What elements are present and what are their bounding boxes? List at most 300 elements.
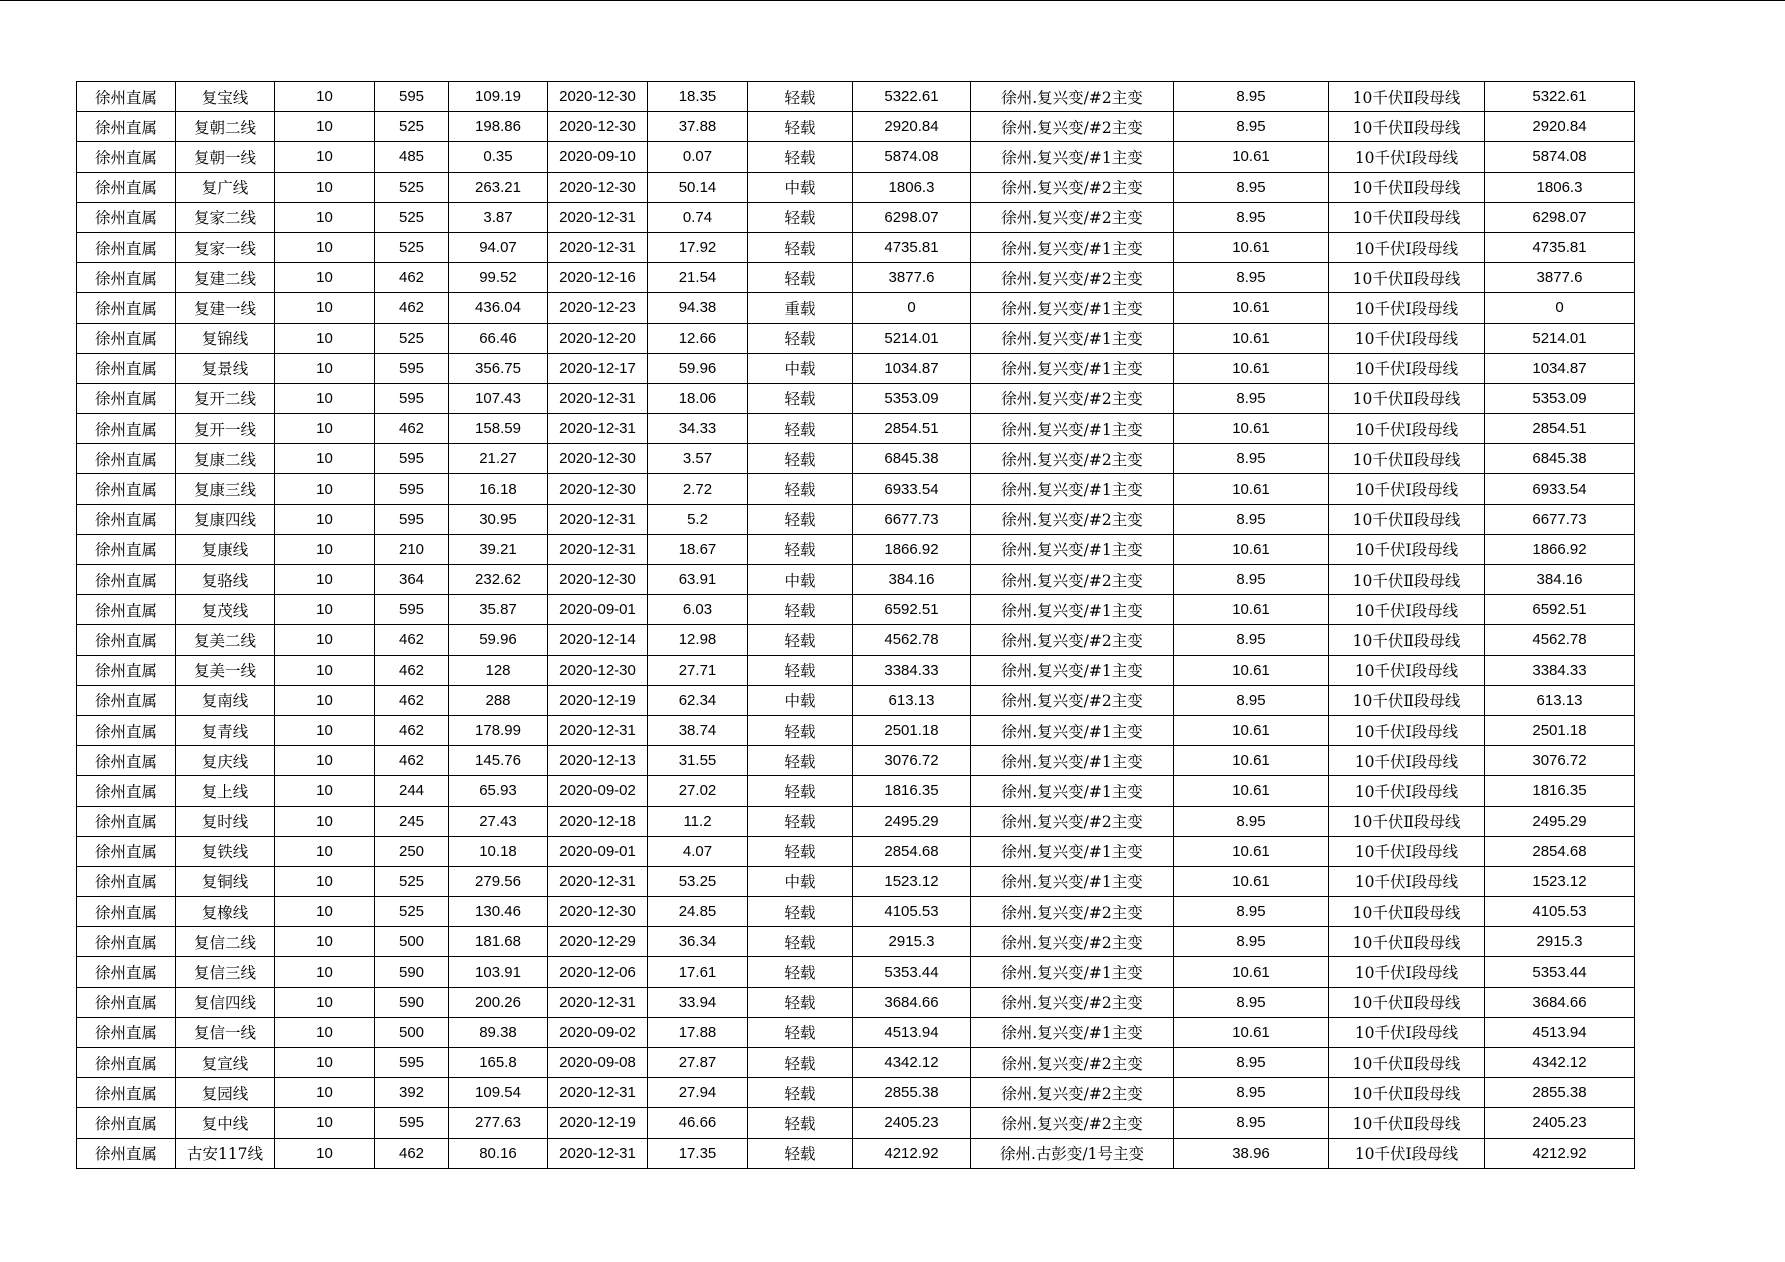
cell-voltage: 10 (275, 866, 375, 896)
cell-busbar: 10千伏Ⅱ段母线 (1329, 897, 1485, 927)
cell-voltage: 10 (275, 836, 375, 866)
cell-load-rate: 62.34 (648, 685, 748, 715)
cell-rated-current: 525 (375, 232, 449, 262)
cell-substation-transformer: 徐州.复兴变/#1主变 (971, 957, 1174, 987)
cell-date: 2020-12-14 (548, 625, 648, 655)
cell-max-current: 356.75 (449, 353, 548, 383)
cell-unit: 徐州直属 (77, 685, 176, 715)
cell-substation-transformer: 徐州.复兴变/#2主变 (971, 987, 1174, 1017)
table-row (77, 625, 1635, 655)
cell-max-current: 66.46 (449, 323, 548, 353)
cell-substation-transformer: 徐州.复兴变/#1主变 (971, 866, 1174, 896)
cell-substation-transformer: 徐州.复兴变/#1主变 (971, 353, 1174, 383)
table-row (77, 595, 1635, 625)
cell-unit: 徐州直属 (77, 172, 176, 202)
cell-line-name: 复朝二线 (176, 112, 275, 142)
cell-voltage: 10 (275, 685, 375, 715)
cell-transformer-load-rate: 10.61 (1174, 1017, 1329, 1047)
table-row (77, 565, 1635, 595)
cell-line-name: 复信四线 (176, 987, 275, 1017)
cell-unit: 徐州直属 (77, 142, 176, 172)
cell-max-current: 35.87 (449, 595, 548, 625)
cell-margin: 2405.23 (853, 1108, 971, 1138)
cell-margin: 1816.35 (853, 776, 971, 806)
cell-transformer-load-rate: 10.61 (1174, 232, 1329, 262)
cell-transformer-load-rate: 8.95 (1174, 172, 1329, 202)
cell-available-capacity: 6845.38 (1485, 444, 1635, 474)
cell-rated-current: 462 (375, 414, 449, 444)
cell-rated-current: 462 (375, 685, 449, 715)
cell-rated-current: 462 (375, 625, 449, 655)
cell-transformer-load-rate: 10.61 (1174, 836, 1329, 866)
cell-margin: 2915.3 (853, 927, 971, 957)
cell-load-status: 轻载 (748, 595, 853, 625)
cell-load-status: 轻载 (748, 323, 853, 353)
cell-voltage: 10 (275, 655, 375, 685)
cell-available-capacity: 2855.38 (1485, 1078, 1635, 1108)
cell-load-status: 轻载 (748, 1048, 853, 1078)
cell-margin: 2501.18 (853, 715, 971, 745)
cell-load-status: 轻载 (748, 625, 853, 655)
cell-rated-current: 595 (375, 82, 449, 112)
cell-margin: 5322.61 (853, 82, 971, 112)
cell-rated-current: 462 (375, 263, 449, 293)
cell-max-current: 109.19 (449, 82, 548, 112)
cell-voltage: 10 (275, 746, 375, 776)
cell-rated-current: 595 (375, 474, 449, 504)
cell-load-rate: 50.14 (648, 172, 748, 202)
cell-line-name: 复景线 (176, 353, 275, 383)
cell-date: 2020-12-30 (548, 897, 648, 927)
cell-voltage: 10 (275, 897, 375, 927)
cell-unit: 徐州直属 (77, 504, 176, 534)
cell-substation-transformer: 徐州.复兴变/#1主变 (971, 232, 1174, 262)
cell-rated-current: 462 (375, 293, 449, 323)
cell-load-rate: 27.71 (648, 655, 748, 685)
cell-busbar: 10千伏Ⅱ段母线 (1329, 82, 1485, 112)
cell-available-capacity: 6677.73 (1485, 504, 1635, 534)
cell-unit: 徐州直属 (77, 82, 176, 112)
cell-transformer-load-rate: 10.61 (1174, 293, 1329, 323)
cell-margin: 1866.92 (853, 534, 971, 564)
cell-voltage: 10 (275, 1138, 375, 1168)
cell-busbar: 10千伏Ⅱ段母线 (1329, 172, 1485, 202)
cell-load-status: 轻载 (748, 504, 853, 534)
cell-load-rate: 12.66 (648, 323, 748, 353)
cell-line-name: 复时线 (176, 806, 275, 836)
cell-load-status: 轻载 (748, 263, 853, 293)
cell-available-capacity: 4513.94 (1485, 1017, 1635, 1047)
cell-date: 2020-09-01 (548, 836, 648, 866)
cell-available-capacity: 4105.53 (1485, 897, 1635, 927)
cell-date: 2020-12-06 (548, 957, 648, 987)
cell-load-rate: 3.57 (648, 444, 748, 474)
cell-date: 2020-12-31 (548, 383, 648, 413)
cell-available-capacity: 6592.51 (1485, 595, 1635, 625)
cell-unit: 徐州直属 (77, 112, 176, 142)
cell-available-capacity: 1806.3 (1485, 172, 1635, 202)
cell-rated-current: 250 (375, 836, 449, 866)
cell-voltage: 10 (275, 776, 375, 806)
cell-margin: 4212.92 (853, 1138, 971, 1168)
cell-margin: 613.13 (853, 685, 971, 715)
cell-busbar: 10千伏Ⅱ段母线 (1329, 1108, 1485, 1138)
cell-unit: 徐州直属 (77, 1048, 176, 1078)
cell-unit: 徐州直属 (77, 1017, 176, 1047)
cell-transformer-load-rate: 8.95 (1174, 685, 1329, 715)
cell-load-status: 轻载 (748, 957, 853, 987)
cell-substation-transformer: 徐州.复兴变/#1主变 (971, 776, 1174, 806)
cell-date: 2020-12-31 (548, 414, 648, 444)
cell-load-status: 中载 (748, 353, 853, 383)
table-row (77, 232, 1635, 262)
cell-voltage: 10 (275, 1017, 375, 1047)
cell-line-name: 复建一线 (176, 293, 275, 323)
cell-available-capacity: 5214.01 (1485, 323, 1635, 353)
cell-margin: 6845.38 (853, 444, 971, 474)
cell-substation-transformer: 徐州.复兴变/#2主变 (971, 1108, 1174, 1138)
cell-max-current: 80.16 (449, 1138, 548, 1168)
cell-load-rate: 46.66 (648, 1108, 748, 1138)
cell-load-rate: 27.94 (648, 1078, 748, 1108)
cell-date: 2020-12-13 (548, 746, 648, 776)
cell-margin: 1806.3 (853, 172, 971, 202)
table-row (77, 897, 1635, 927)
cell-margin: 2920.84 (853, 112, 971, 142)
cell-unit: 徐州直属 (77, 987, 176, 1017)
cell-busbar: 10千伏Ⅰ段母线 (1329, 414, 1485, 444)
cell-transformer-load-rate: 8.95 (1174, 263, 1329, 293)
cell-rated-current: 485 (375, 142, 449, 172)
cell-load-rate: 59.96 (648, 353, 748, 383)
cell-margin: 4105.53 (853, 897, 971, 927)
cell-max-current: 288 (449, 685, 548, 715)
cell-margin: 3384.33 (853, 655, 971, 685)
cell-voltage: 10 (275, 293, 375, 323)
cell-transformer-load-rate: 10.61 (1174, 534, 1329, 564)
cell-available-capacity: 5874.08 (1485, 142, 1635, 172)
table-row (77, 172, 1635, 202)
cell-available-capacity: 384.16 (1485, 565, 1635, 595)
cell-margin: 4562.78 (853, 625, 971, 655)
cell-max-current: 232.62 (449, 565, 548, 595)
cell-max-current: 0.35 (449, 142, 548, 172)
cell-unit: 徐州直属 (77, 353, 176, 383)
cell-max-current: 94.07 (449, 232, 548, 262)
cell-unit: 徐州直属 (77, 534, 176, 564)
cell-available-capacity: 0 (1485, 293, 1635, 323)
cell-margin: 3877.6 (853, 263, 971, 293)
cell-substation-transformer: 徐州.复兴变/#1主变 (971, 655, 1174, 685)
cell-date: 2020-12-31 (548, 534, 648, 564)
cell-rated-current: 364 (375, 565, 449, 595)
cell-substation-transformer: 徐州.复兴变/#1主变 (971, 142, 1174, 172)
cell-max-current: 39.21 (449, 534, 548, 564)
cell-substation-transformer: 徐州.复兴变/#1主变 (971, 746, 1174, 776)
cell-busbar: 10千伏Ⅰ段母线 (1329, 655, 1485, 685)
cell-margin: 4342.12 (853, 1048, 971, 1078)
cell-date: 2020-12-31 (548, 232, 648, 262)
cell-available-capacity: 4212.92 (1485, 1138, 1635, 1168)
cell-load-rate: 6.03 (648, 595, 748, 625)
cell-transformer-load-rate: 10.61 (1174, 353, 1329, 383)
cell-unit: 徐州直属 (77, 836, 176, 866)
cell-voltage: 10 (275, 172, 375, 202)
cell-line-name: 复骆线 (176, 565, 275, 595)
cell-load-rate: 0.07 (648, 142, 748, 172)
cell-rated-current: 462 (375, 1138, 449, 1168)
cell-substation-transformer: 徐州.复兴变/#2主变 (971, 806, 1174, 836)
cell-available-capacity: 2501.18 (1485, 715, 1635, 745)
cell-voltage: 10 (275, 414, 375, 444)
cell-busbar: 10千伏Ⅰ段母线 (1329, 866, 1485, 896)
cell-date: 2020-12-23 (548, 293, 648, 323)
cell-substation-transformer: 徐州.复兴变/#1主变 (971, 1017, 1174, 1047)
cell-date: 2020-09-02 (548, 776, 648, 806)
cell-busbar: 10千伏Ⅰ段母线 (1329, 746, 1485, 776)
cell-transformer-load-rate: 8.95 (1174, 82, 1329, 112)
cell-margin: 3076.72 (853, 746, 971, 776)
cell-line-name: 复信一线 (176, 1017, 275, 1047)
cell-load-status: 轻载 (748, 776, 853, 806)
cell-available-capacity: 4342.12 (1485, 1048, 1635, 1078)
cell-load-rate: 17.92 (648, 232, 748, 262)
cell-transformer-load-rate: 10.61 (1174, 746, 1329, 776)
cell-date: 2020-12-30 (548, 112, 648, 142)
cell-max-current: 10.18 (449, 836, 548, 866)
cell-load-status: 轻载 (748, 1108, 853, 1138)
cell-line-name: 复园线 (176, 1078, 275, 1108)
cell-max-current: 277.63 (449, 1108, 548, 1138)
cell-substation-transformer: 徐州.复兴变/#2主变 (971, 202, 1174, 232)
cell-load-rate: 34.33 (648, 414, 748, 444)
cell-busbar: 10千伏Ⅱ段母线 (1329, 806, 1485, 836)
cell-unit: 徐州直属 (77, 1078, 176, 1108)
table-row (77, 1048, 1635, 1078)
cell-load-status: 轻载 (748, 202, 853, 232)
cell-date: 2020-12-31 (548, 866, 648, 896)
cell-rated-current: 595 (375, 1108, 449, 1138)
cell-available-capacity: 2854.51 (1485, 414, 1635, 444)
table-row (77, 1138, 1635, 1168)
cell-margin: 5214.01 (853, 323, 971, 353)
cell-line-name: 复茂线 (176, 595, 275, 625)
cell-transformer-load-rate: 8.95 (1174, 927, 1329, 957)
cell-margin: 6298.07 (853, 202, 971, 232)
cell-line-name: 复上线 (176, 776, 275, 806)
cell-transformer-load-rate: 10.61 (1174, 957, 1329, 987)
cell-line-name: 复建二线 (176, 263, 275, 293)
cell-busbar: 10千伏Ⅱ段母线 (1329, 1078, 1485, 1108)
cell-busbar: 10千伏Ⅰ段母线 (1329, 474, 1485, 504)
cell-margin: 2495.29 (853, 806, 971, 836)
cell-max-current: 109.54 (449, 1078, 548, 1108)
cell-load-status: 轻载 (748, 534, 853, 564)
cell-voltage: 10 (275, 444, 375, 474)
cell-voltage: 10 (275, 112, 375, 142)
cell-substation-transformer: 徐州.复兴变/#1主变 (971, 836, 1174, 866)
cell-voltage: 10 (275, 142, 375, 172)
cell-date: 2020-12-30 (548, 172, 648, 202)
cell-load-status: 轻载 (748, 112, 853, 142)
cell-line-name: 复铜线 (176, 866, 275, 896)
cell-load-rate: 63.91 (648, 565, 748, 595)
table-row (77, 82, 1635, 112)
cell-rated-current: 595 (375, 383, 449, 413)
cell-margin: 5353.44 (853, 957, 971, 987)
cell-load-rate: 5.2 (648, 504, 748, 534)
cell-load-status: 中载 (748, 172, 853, 202)
cell-transformer-load-rate: 8.95 (1174, 1048, 1329, 1078)
cell-max-current: 27.43 (449, 806, 548, 836)
cell-substation-transformer: 徐州.复兴变/#2主变 (971, 383, 1174, 413)
cell-transformer-load-rate: 38.96 (1174, 1138, 1329, 1168)
cell-available-capacity: 3877.6 (1485, 263, 1635, 293)
cell-busbar: 10千伏Ⅰ段母线 (1329, 323, 1485, 353)
cell-load-status: 轻载 (748, 1017, 853, 1047)
cell-transformer-load-rate: 10.61 (1174, 142, 1329, 172)
cell-available-capacity: 1523.12 (1485, 866, 1635, 896)
table-row (77, 957, 1635, 987)
cell-line-name: 复康线 (176, 534, 275, 564)
cell-busbar: 10千伏Ⅱ段母线 (1329, 202, 1485, 232)
cell-margin: 2854.51 (853, 414, 971, 444)
cell-date: 2020-12-31 (548, 987, 648, 1017)
cell-substation-transformer: 徐州.复兴变/#1主变 (971, 414, 1174, 444)
cell-voltage: 10 (275, 263, 375, 293)
cell-available-capacity: 5353.44 (1485, 957, 1635, 987)
cell-max-current: 165.8 (449, 1048, 548, 1078)
cell-available-capacity: 6298.07 (1485, 202, 1635, 232)
cell-load-rate: 12.98 (648, 625, 748, 655)
table-row (77, 927, 1635, 957)
cell-unit: 徐州直属 (77, 1108, 176, 1138)
cell-transformer-load-rate: 8.95 (1174, 1108, 1329, 1138)
cell-max-current: 145.76 (449, 746, 548, 776)
cell-available-capacity: 613.13 (1485, 685, 1635, 715)
cell-date: 2020-12-29 (548, 927, 648, 957)
cell-transformer-load-rate: 10.61 (1174, 323, 1329, 353)
cell-substation-transformer: 徐州.复兴变/#2主变 (971, 82, 1174, 112)
cell-unit: 徐州直属 (77, 263, 176, 293)
cell-available-capacity: 2854.68 (1485, 836, 1635, 866)
cell-max-current: 130.46 (449, 897, 548, 927)
cell-line-name: 复康二线 (176, 444, 275, 474)
table-row (77, 504, 1635, 534)
cell-substation-transformer: 徐州.复兴变/#2主变 (971, 263, 1174, 293)
cell-max-current: 3.87 (449, 202, 548, 232)
cell-line-name: 复家一线 (176, 232, 275, 262)
cell-max-current: 30.95 (449, 504, 548, 534)
cell-substation-transformer: 徐州.复兴变/#2主变 (971, 625, 1174, 655)
cell-unit: 徐州直属 (77, 444, 176, 474)
cell-load-rate: 18.35 (648, 82, 748, 112)
cell-busbar: 10千伏Ⅰ段母线 (1329, 1017, 1485, 1047)
cell-transformer-load-rate: 8.95 (1174, 112, 1329, 142)
cell-substation-transformer: 徐州.复兴变/#2主变 (971, 112, 1174, 142)
cell-busbar: 10千伏Ⅱ段母线 (1329, 504, 1485, 534)
cell-load-rate: 33.94 (648, 987, 748, 1017)
table-row (77, 263, 1635, 293)
cell-max-current: 65.93 (449, 776, 548, 806)
cell-load-status: 中载 (748, 866, 853, 896)
cell-busbar: 10千伏Ⅱ段母线 (1329, 685, 1485, 715)
cell-voltage: 10 (275, 987, 375, 1017)
cell-busbar: 10千伏Ⅰ段母线 (1329, 353, 1485, 383)
cell-load-status: 中载 (748, 685, 853, 715)
cell-line-name: 复中线 (176, 1108, 275, 1138)
cell-rated-current: 462 (375, 655, 449, 685)
cell-transformer-load-rate: 10.61 (1174, 715, 1329, 745)
cell-date: 2020-09-08 (548, 1048, 648, 1078)
cell-load-rate: 0.74 (648, 202, 748, 232)
cell-load-rate: 11.2 (648, 806, 748, 836)
cell-substation-transformer: 徐州.复兴变/#2主变 (971, 565, 1174, 595)
cell-load-rate: 18.67 (648, 534, 748, 564)
cell-date: 2020-12-31 (548, 202, 648, 232)
cell-load-status: 轻载 (748, 655, 853, 685)
cell-transformer-load-rate: 8.95 (1174, 897, 1329, 927)
cell-line-name: 复朝一线 (176, 142, 275, 172)
cell-unit: 徐州直属 (77, 625, 176, 655)
cell-substation-transformer: 徐州.复兴变/#2主变 (971, 504, 1174, 534)
cell-load-status: 轻载 (748, 232, 853, 262)
cell-transformer-load-rate: 8.95 (1174, 504, 1329, 534)
cell-substation-transformer: 徐州.复兴变/#2主变 (971, 1048, 1174, 1078)
cell-line-name: 复康四线 (176, 504, 275, 534)
cell-transformer-load-rate: 8.95 (1174, 202, 1329, 232)
cell-max-current: 128 (449, 655, 548, 685)
cell-unit: 徐州直属 (77, 474, 176, 504)
cell-available-capacity: 2920.84 (1485, 112, 1635, 142)
cell-line-name: 复开一线 (176, 414, 275, 444)
table-row (77, 142, 1635, 172)
cell-margin: 5353.09 (853, 383, 971, 413)
cell-transformer-load-rate: 10.61 (1174, 595, 1329, 625)
cell-available-capacity: 4735.81 (1485, 232, 1635, 262)
cell-date: 2020-12-30 (548, 444, 648, 474)
cell-date: 2020-12-19 (548, 685, 648, 715)
cell-line-name: 复青线 (176, 715, 275, 745)
cell-transformer-load-rate: 10.61 (1174, 776, 1329, 806)
cell-date: 2020-12-18 (548, 806, 648, 836)
cell-rated-current: 595 (375, 444, 449, 474)
cell-rated-current: 244 (375, 776, 449, 806)
cell-load-status: 轻载 (748, 927, 853, 957)
cell-voltage: 10 (275, 625, 375, 655)
cell-unit: 徐州直属 (77, 776, 176, 806)
cell-margin: 6933.54 (853, 474, 971, 504)
cell-load-rate: 2.72 (648, 474, 748, 504)
cell-load-rate: 36.34 (648, 927, 748, 957)
cell-substation-transformer: 徐州.复兴变/#2主变 (971, 444, 1174, 474)
cell-rated-current: 595 (375, 504, 449, 534)
page-top-rule (0, 0, 1785, 1)
cell-busbar: 10千伏Ⅰ段母线 (1329, 836, 1485, 866)
cell-load-status: 轻载 (748, 414, 853, 444)
cell-line-name: 复庆线 (176, 746, 275, 776)
table-row (77, 414, 1635, 444)
cell-busbar: 10千伏Ⅰ段母线 (1329, 293, 1485, 323)
table-row (77, 1078, 1635, 1108)
cell-load-rate: 17.88 (648, 1017, 748, 1047)
table-row (77, 1017, 1635, 1047)
cell-max-current: 158.59 (449, 414, 548, 444)
cell-load-status: 轻载 (748, 474, 853, 504)
cell-substation-transformer: 徐州.复兴变/#2主变 (971, 897, 1174, 927)
cell-busbar: 10千伏Ⅰ段母线 (1329, 534, 1485, 564)
cell-load-rate: 4.07 (648, 836, 748, 866)
